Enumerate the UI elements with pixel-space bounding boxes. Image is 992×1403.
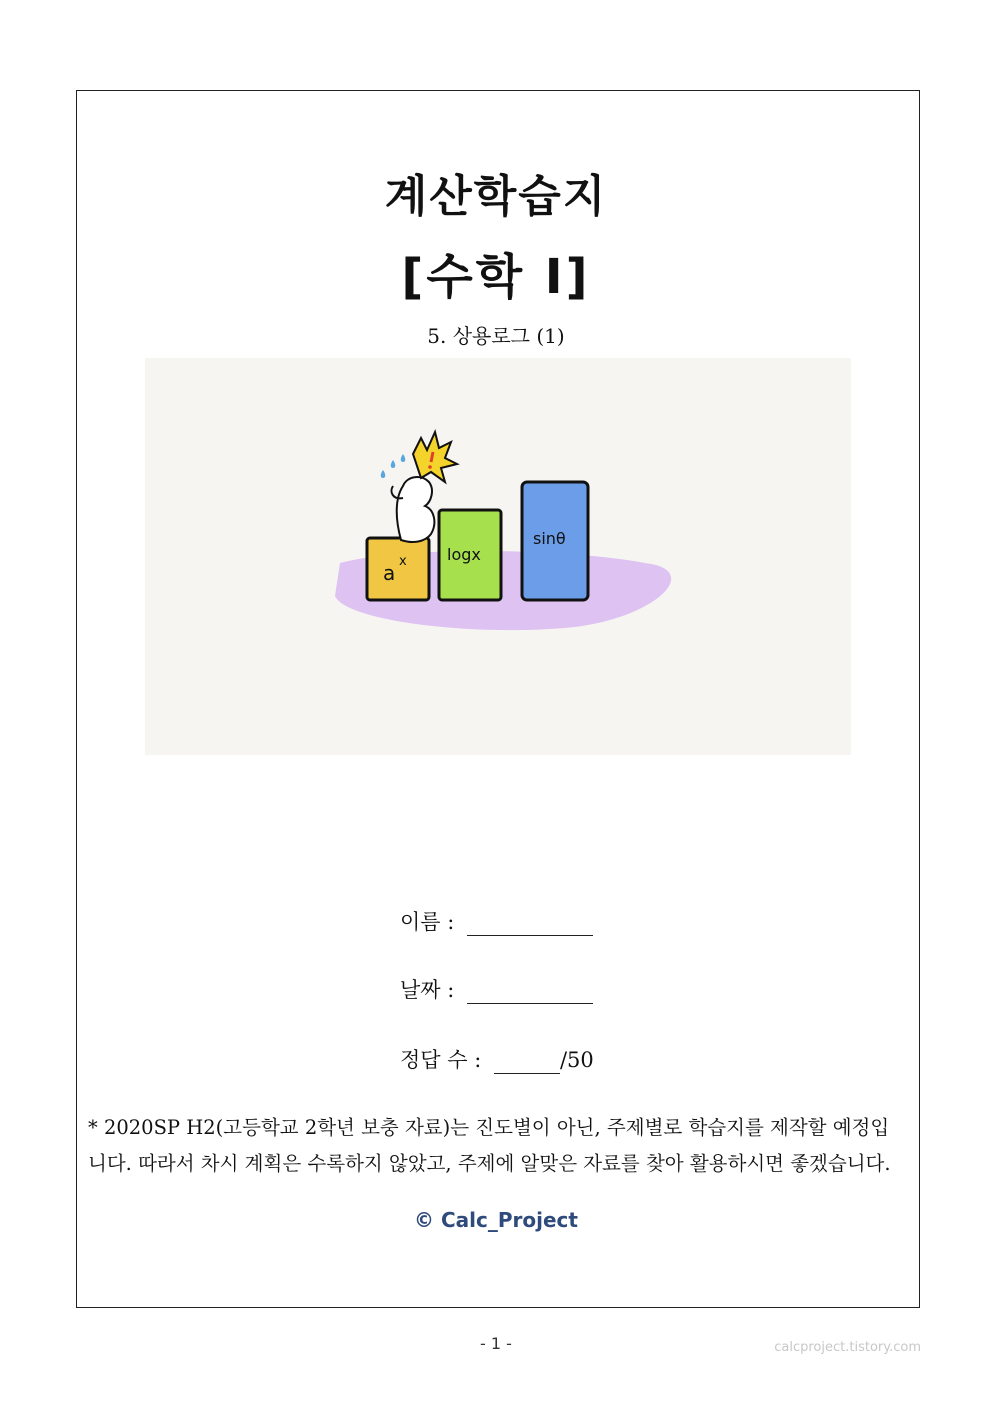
worksheet-title: 계산학습지 <box>384 171 608 222</box>
score-field <box>400 1044 594 1074</box>
score-total: /50 <box>559 1048 594 1072</box>
notice-line: 니다. 따라서 차시 계획은 수록하지 않았고, 주제에 알맞은 자료를 찾아 활용하시면 좋겠습니다. <box>88 1152 891 1175</box>
yellow-block-exponent: x <box>399 554 407 569</box>
date-blank <box>467 983 593 1004</box>
subject-heading: [수학 I] <box>401 249 591 305</box>
green-block-label: logx <box>447 545 481 564</box>
blue-block-label: sinθ <box>533 529 566 548</box>
score-label: 정답 수 : <box>400 1048 482 1072</box>
date-field <box>400 974 593 1004</box>
cover-illustration <box>145 358 851 755</box>
copyright: © Calc_Project <box>414 1208 578 1232</box>
yellow-block <box>367 538 429 600</box>
notice-text <box>88 1110 910 1182</box>
character-figure <box>397 477 435 542</box>
impact-star-icon <box>413 432 457 482</box>
yellow-block-label: a <box>383 561 396 585</box>
name-label: 이름 : <box>400 910 455 934</box>
name-blank <box>467 915 593 936</box>
sweat-drop-icon <box>391 460 396 468</box>
sweat-drop-icon <box>401 454 406 462</box>
date-label: 날짜 : <box>400 978 455 1002</box>
name-field <box>400 906 593 936</box>
watermark: calcproject.tistory.com <box>774 1340 921 1355</box>
sweat-drop-icon <box>381 470 386 478</box>
score-blank <box>494 1053 560 1074</box>
notice-line: * 2020SP H2(고등학교 2학년 보충 자료)는 진도별이 아닌, 주제별로 학습지를 제작할 예정입 <box>88 1116 890 1139</box>
page-number: - 1 - <box>480 1334 512 1353</box>
unit-heading: 5. 상용로그 (1) <box>427 324 565 348</box>
